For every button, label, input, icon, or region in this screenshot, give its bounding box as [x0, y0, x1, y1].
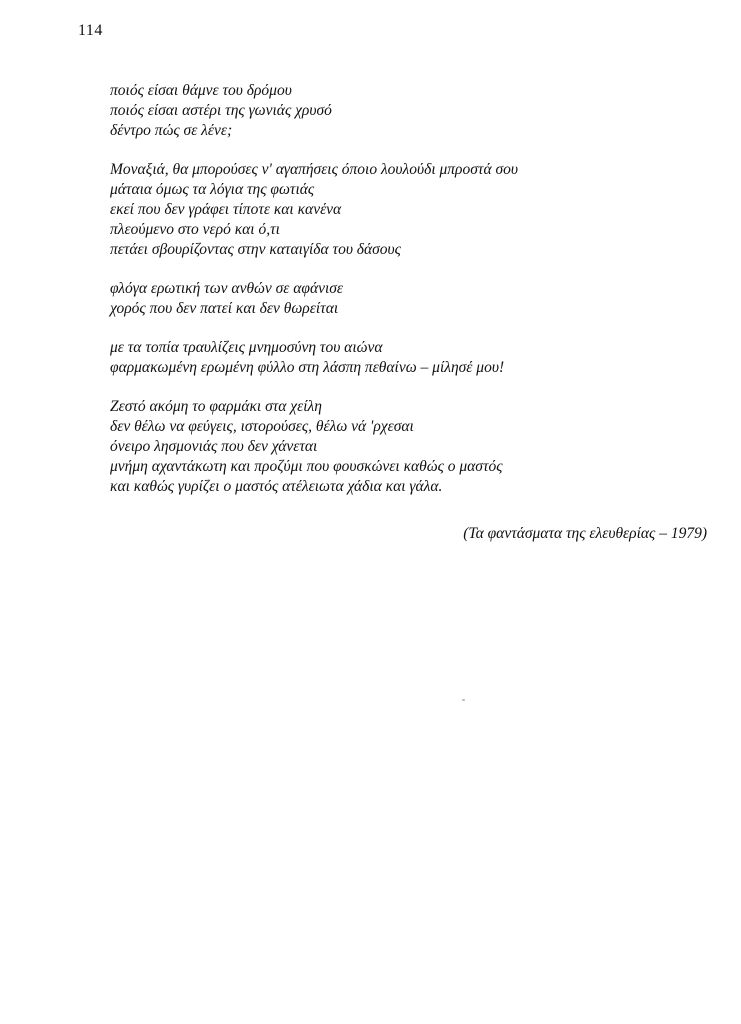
poem-line: μνήμη αχαντάκωτη και προζύμι που φουσκώνει καθώς ο μαστός	[110, 458, 503, 475]
stanza	[110, 338, 710, 378]
poem-line: Ζεστό ακόμη το φαρμάκι στα χείλη	[110, 398, 322, 415]
poem	[110, 81, 710, 516]
poem-line: φλόγα ερωτική των ανθών σε αφάνισε	[110, 280, 344, 297]
page-number: 114	[78, 22, 103, 39]
poem-line: χορός που δεν πατεί και δεν θωρείται	[110, 300, 339, 317]
poem-line: Μοναξιά, θα μπορούσες ν' αγαπήσεις όποιο λουλούδι μπροστά σου	[110, 161, 518, 178]
poem-line: εκεί που δεν γράφει τίποτε και κανένα	[110, 201, 342, 218]
poem-line: δέντρο πώς σε λένε;	[110, 122, 233, 139]
poem-line: μάταια όμως τα λόγια της φωτιάς	[110, 181, 315, 198]
poem-line: όνειρο λησμονιάς που δεν χάνεται	[110, 438, 318, 455]
scan-speck	[462, 699, 465, 701]
poem-line: πλεούμενο στο νερό και ό,τι	[110, 221, 280, 238]
stanza	[110, 397, 710, 497]
poem-line: και καθώς γυρίζει ο μαστός ατέλειωτα χάδια και γάλα.	[110, 478, 443, 495]
stanza	[110, 279, 710, 319]
source-citation: (Τα φαντάσματα της ελευθερίας – 1979)	[463, 525, 707, 542]
poem-line: φαρμακωμένη ερωμένη φύλλο στη λάσπη πεθαίνω – μίλησέ μου!	[110, 359, 505, 376]
poem-line: ποιός είσαι θάμνε του δρόμου	[110, 82, 292, 99]
stanza	[110, 81, 710, 141]
poem-line: δεν θέλω να φεύγεις, ιστορούσες, θέλω νά 'ρχεσαι	[110, 418, 414, 435]
poem-line: πετάει σβουρίζοντας στην καταιγίδα του δάσους	[110, 241, 401, 258]
poem-line: ποιός είσαι αστέρι της γωνιάς χρυσό	[110, 102, 332, 119]
poem-line: με τα τοπία τραυλίζεις μνημοσύνη του αιώνα	[110, 339, 383, 356]
stanza	[110, 160, 710, 260]
